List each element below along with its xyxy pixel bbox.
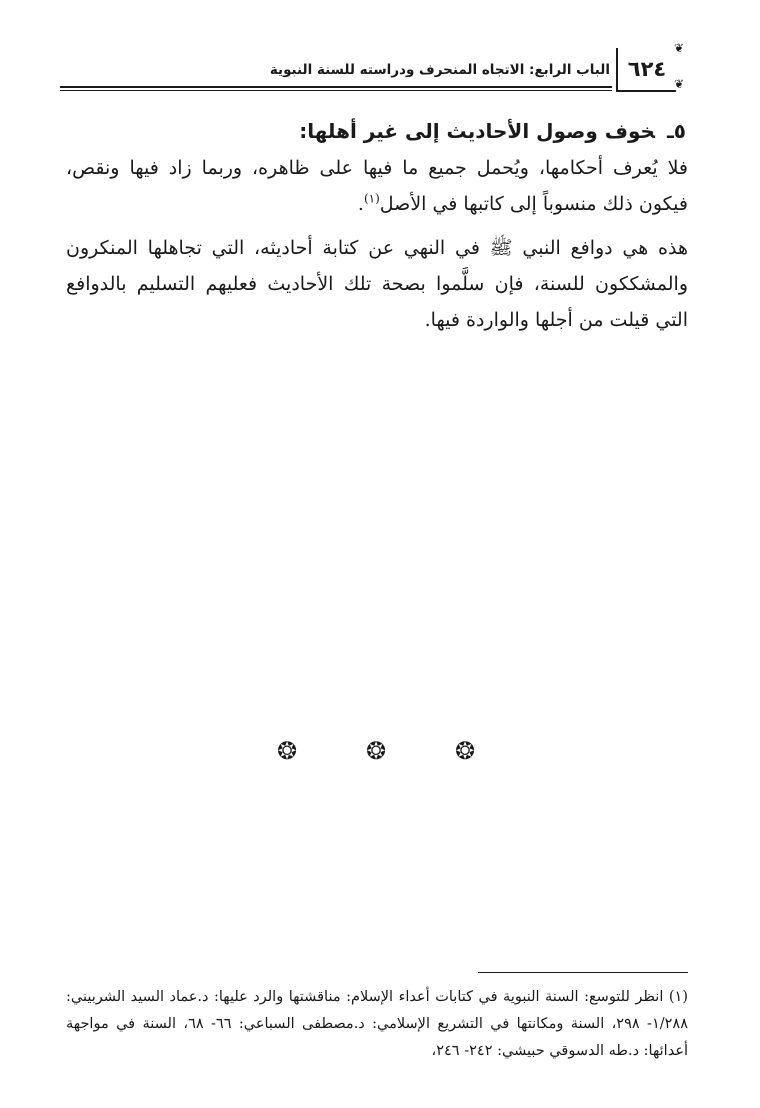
section-heading bbox=[66, 116, 688, 146]
page-number: ٦٢٤ bbox=[616, 48, 676, 92]
page-header bbox=[60, 40, 688, 92]
star-ornament-icon: ❂ bbox=[454, 737, 476, 765]
footnote-rule bbox=[478, 972, 688, 973]
header-rule bbox=[60, 86, 612, 88]
section-heading-text: خوف وصول الأحاديث إلى غير أهلها: bbox=[299, 119, 655, 143]
floral-corner-ornament-icon: ❦ bbox=[674, 77, 685, 91]
paragraph-tail: . bbox=[357, 193, 364, 215]
footnote: (١) انظر للتوسع: السنة النبوية في كتابات أعداء الإسلام: مناقشتها والرد عليها: د.عماد السيد الشربيني: ١/٢٨٨- ٢٩٨، السنة ومكانتها في التشريع الإسلامي: د.مصطفى السباعي: ٦٦- ٦٨، السنة في مواجهة أعدائها: د.طه الدسوقي حبيشي: ٢٤٢- ٢٤٦، bbox=[66, 989, 688, 1059]
paragraph-text: فلا يُعرف أحكامها، ويُحمل جميع ما فيها على ظاهره، وربما زاد فيها ونقص، فيكون ذلك منسوباً إلى كاتبها في الأصل bbox=[66, 157, 688, 215]
header-rule-thin bbox=[60, 90, 612, 91]
section-number: ٥ـ bbox=[666, 119, 686, 143]
main-content bbox=[66, 116, 688, 346]
star-ornament-icon: ❂ bbox=[276, 737, 298, 765]
paragraph-text: هذه هي دوافع النبي ﷺ في النهي عن كتابة أحاديثه، التي تجاهلها المنكرون والمشككون للسنة، فإن سلَّموا بصحة تلك الأحاديث فعليهم التسليم بالدوافع التي قيلت من أجلها والواردة فيها. bbox=[66, 237, 688, 331]
section-separator bbox=[270, 736, 482, 766]
running-title: الباب الرابع: الاتجاه المنحرف ودراسته للسنة النبوية bbox=[269, 62, 610, 78]
footnote-reference[interactable]: (١) bbox=[363, 191, 380, 206]
paragraph bbox=[66, 150, 688, 222]
paragraph bbox=[66, 230, 688, 338]
star-ornament-icon: ❂ bbox=[365, 737, 387, 765]
floral-corner-ornament-icon: ❦ bbox=[674, 41, 685, 55]
